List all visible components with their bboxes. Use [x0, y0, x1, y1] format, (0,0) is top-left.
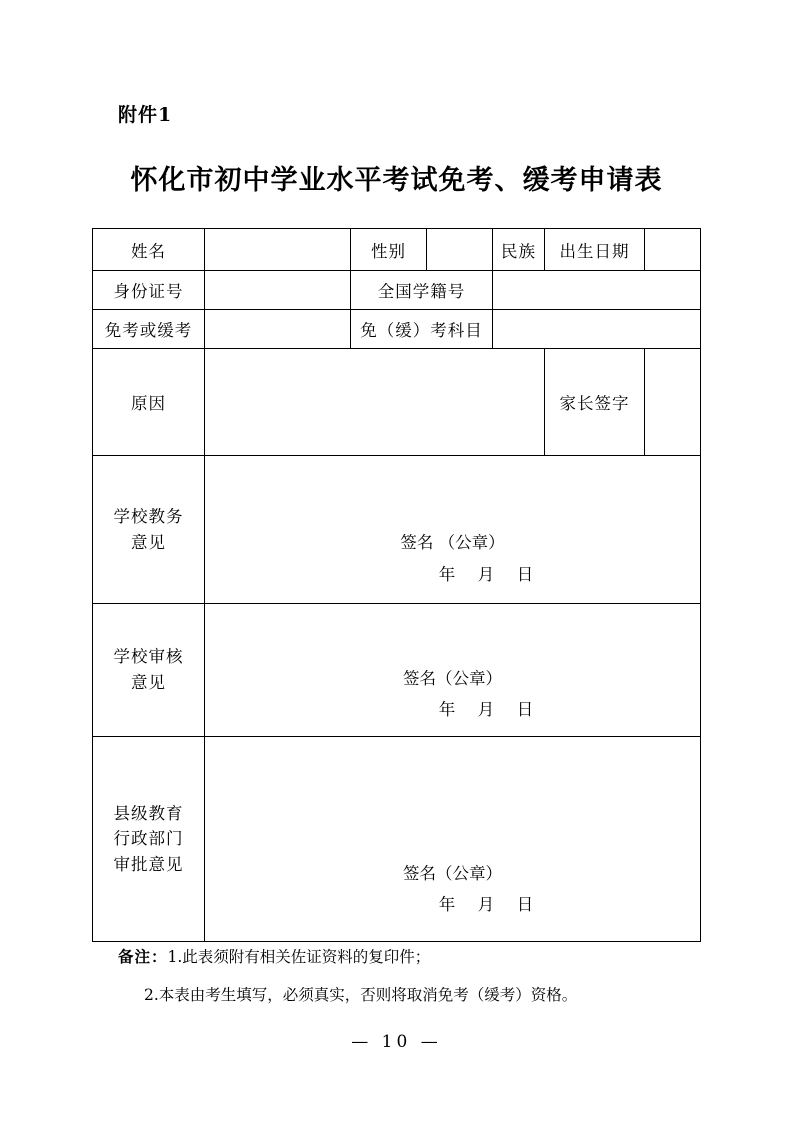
cell-subject-label: 免（缓）考科目 — [351, 310, 493, 349]
application-form-table — [92, 228, 701, 942]
cell-county-label — [93, 737, 205, 942]
cell-parent-sign-value[interactable] — [645, 349, 701, 456]
school-office-label-line2: 意见 — [131, 532, 166, 552]
notes-section — [118, 945, 577, 1005]
table-row-basic-info — [93, 229, 701, 271]
cell-school-office-label — [93, 456, 205, 604]
cell-student-no-value[interactable] — [493, 271, 701, 310]
cell-school-review-label — [93, 604, 205, 737]
school-office-label-line1: 学校教务 — [113, 506, 184, 526]
county-label-line3: 审批意见 — [113, 854, 184, 874]
school-review-label-line1: 学校审核 — [113, 647, 184, 667]
cell-county-value[interactable] — [205, 737, 701, 942]
cell-school-office-value[interactable] — [205, 456, 701, 604]
page-title: 怀化市初中学业水平考试免考、缓考申请表 — [130, 165, 663, 196]
page-number: — 10 — — [351, 1032, 442, 1052]
cell-name-value[interactable] — [205, 229, 351, 271]
school-office-signature-block — [205, 469, 700, 590]
county-signature-block — [205, 758, 700, 921]
cell-reason-label: 原因 — [93, 349, 205, 456]
note-line-2 — [118, 983, 577, 1005]
note-line-1 — [118, 945, 577, 967]
table-row-reason — [93, 349, 701, 456]
cell-gender-value[interactable] — [427, 229, 493, 271]
school-office-sign-text: 签名 （公章） — [400, 533, 505, 553]
table-row-id-info — [93, 271, 701, 310]
cell-school-review-value[interactable] — [205, 604, 701, 737]
county-date-text: 年 月 日 — [438, 895, 537, 914]
school-review-sign-text: 签名（公章） — [403, 668, 502, 688]
county-label-line1: 县级教育 — [113, 803, 184, 823]
attachment-label: 附件1 — [118, 104, 173, 126]
cell-student-no-label: 全国学籍号 — [351, 271, 493, 310]
table-row-exam-type — [93, 310, 701, 349]
cell-gender-label: 性别 — [351, 229, 427, 271]
cell-name-label: 姓名 — [93, 229, 205, 271]
table-row-school-review-opinion — [93, 604, 701, 737]
note-text-1: 1.此表须附有相关佐证资料的复印件； — [167, 948, 431, 966]
cell-id-label: 身份证号 — [93, 271, 205, 310]
notes-prefix: 备注： — [118, 947, 168, 966]
school-review-date-text: 年 月 日 — [438, 700, 537, 719]
table-row-county-approval — [93, 737, 701, 942]
school-office-date-text: 年 月 日 — [438, 564, 537, 584]
county-sign-text: 签名（公章） — [403, 863, 502, 883]
school-review-label-line2: 意见 — [131, 673, 166, 692]
cell-birthdate-value[interactable] — [645, 229, 701, 271]
cell-id-value[interactable] — [205, 271, 351, 310]
note-text-2: 2.本表由考生填写，必须真实，否则将取消免考（缓考）资格。 — [144, 986, 578, 1004]
cell-ethnicity-label: 民族 — [493, 229, 545, 271]
cell-reason-value[interactable] — [205, 349, 545, 456]
cell-type-label: 免考或缓考 — [93, 310, 205, 349]
cell-birthdate-label: 出生日期 — [545, 229, 645, 271]
cell-parent-sign-label: 家长签字 — [545, 349, 645, 456]
county-label-line2: 行政部门 — [113, 829, 184, 849]
cell-type-value[interactable] — [205, 310, 351, 349]
table-row-school-office-opinion — [93, 456, 701, 604]
school-review-signature-block — [205, 615, 700, 726]
cell-subject-value[interactable] — [493, 310, 701, 349]
